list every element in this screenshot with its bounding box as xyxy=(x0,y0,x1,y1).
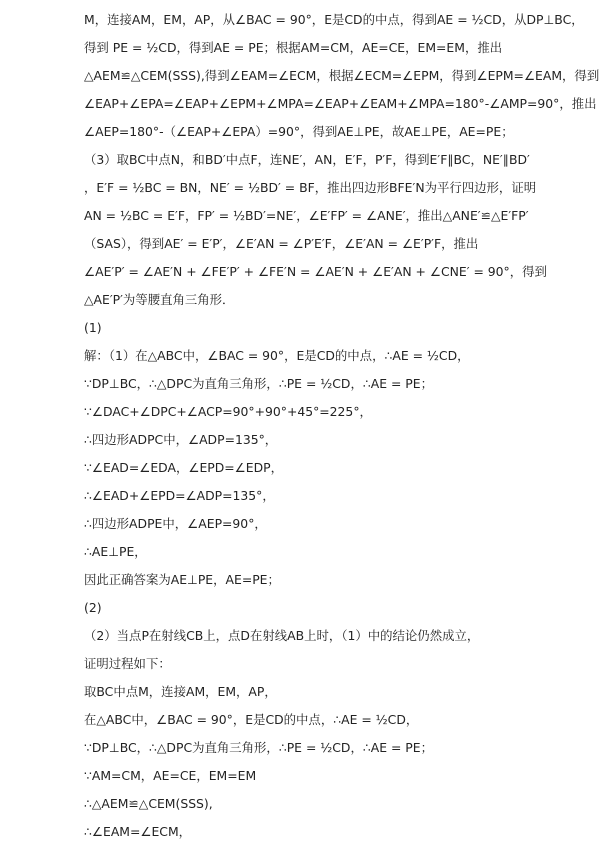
text-line-1: M，连接AM，EM，AP，从∠BAC = 90°，E是CD的中点，得到AE = ½CD，从DP⊥BC， xyxy=(84,12,584,27)
text-line-24: 证明过程如下： xyxy=(84,656,171,671)
text-line-3: △AEM≌△CEM(SSS),得到∠EAM=∠ECM，根据∠ECM=∠EPM，得到∠EPM=∠EAM，得到 xyxy=(84,68,600,83)
text-line-25: 取BC中点M，连接AM，EM，AP， xyxy=(84,684,277,699)
text-line-23: （2）当点P在射线CB上，点D在射线AB上时，（1）中的结论仍然成立， xyxy=(84,628,480,643)
text-line-6: （3）取BC中点N，和BD′中点F，连NE′，AN，E′F，P′F，得到E′F∥BC，NE′∥BD′ xyxy=(84,152,530,167)
text-line-27: ∵DP⊥BC，∴△DPC为直角三角形，∴PE = ½CD，∴AE = PE； xyxy=(84,740,434,755)
text-line-16: ∴四边形ADPC中，∠ADP=135°， xyxy=(84,432,278,447)
text-line-13: 解：（1）在△ABC中，∠BAC = 90°，E是CD的中点，∴AE = ½CD， xyxy=(84,348,470,363)
text-line-11: △AE′P′为等腰直角三角形． xyxy=(84,292,235,307)
text-line-21: 因此正确答案为AE⊥PE，AE=PE； xyxy=(84,572,280,587)
text-line-5: ∠AEP=180°-（∠EAP+∠EPA）=90°，得到AE⊥PE，故AE⊥PE，AE=PE； xyxy=(84,124,514,139)
text-line-28: ∵AM=CM，AE=CE，EM=EM xyxy=(84,768,257,783)
text-line-18: ∴∠EAD+∠EPD=∠ADP=135°， xyxy=(84,488,275,503)
text-line-20: ∴AE⊥PE， xyxy=(84,544,147,559)
text-line-8: AN = ½BC = E′F，FP′ = ½BD′=NE′，∠E′FP′ = ∠ANE′，推出△ANE′≌△E′FP′ xyxy=(84,208,529,223)
text-line-10: ∠AE′P′ = ∠AE′N + ∠FE′P′ + ∠FE′N = ∠AE′N + ∠E′AN + ∠CNE′ = 90°，得到 xyxy=(84,264,547,279)
text-line-7: ，E′F = ½BC = BN，NE′ = ½BD′ = BF，推出四边形BFE′N为平行四边形，证明 xyxy=(84,180,537,195)
text-line-9: （SAS），得到AE′ = E′P′，∠E′AN = ∠P′E′F，∠E′AN = ∠E′P′F，推出 xyxy=(84,236,479,251)
text-line-30: ∴∠EAM=∠ECM， xyxy=(84,824,192,839)
text-line-17: ∵∠EAD=∠EDA，∠EPD=∠EDP， xyxy=(84,460,284,475)
text-line-26: 在△ABC中，∠BAC = 90°，E是CD的中点，∴AE = ½CD， xyxy=(84,712,419,727)
text-line-15: ∵∠DAC+∠DPC+∠ACP=90°+90°+45°=225°， xyxy=(84,404,372,419)
text-line-4: ∠EAP+∠EPA=∠EAP+∠EPM+∠MPA=∠EAP+∠EAM+∠MPA=180°-∠AMP=90°，推出 xyxy=(84,96,597,111)
text-line-2: 得到 PE = ½CD，得到AE = PE；根据AM=CM，AE=CE，EM=EM，推出 xyxy=(84,40,503,55)
text-line-19: ∴四边形ADPE中，∠AEP=90°， xyxy=(84,516,267,531)
text-line-14: ∵DP⊥BC，∴△DPC为直角三角形，∴PE = ½CD，∴AE = PE； xyxy=(84,376,434,391)
section-label-1: (1) xyxy=(84,320,102,335)
section-label-2: (2) xyxy=(84,600,102,615)
text-line-29: ∴△AEM≌△CEM(SSS), xyxy=(84,796,213,811)
